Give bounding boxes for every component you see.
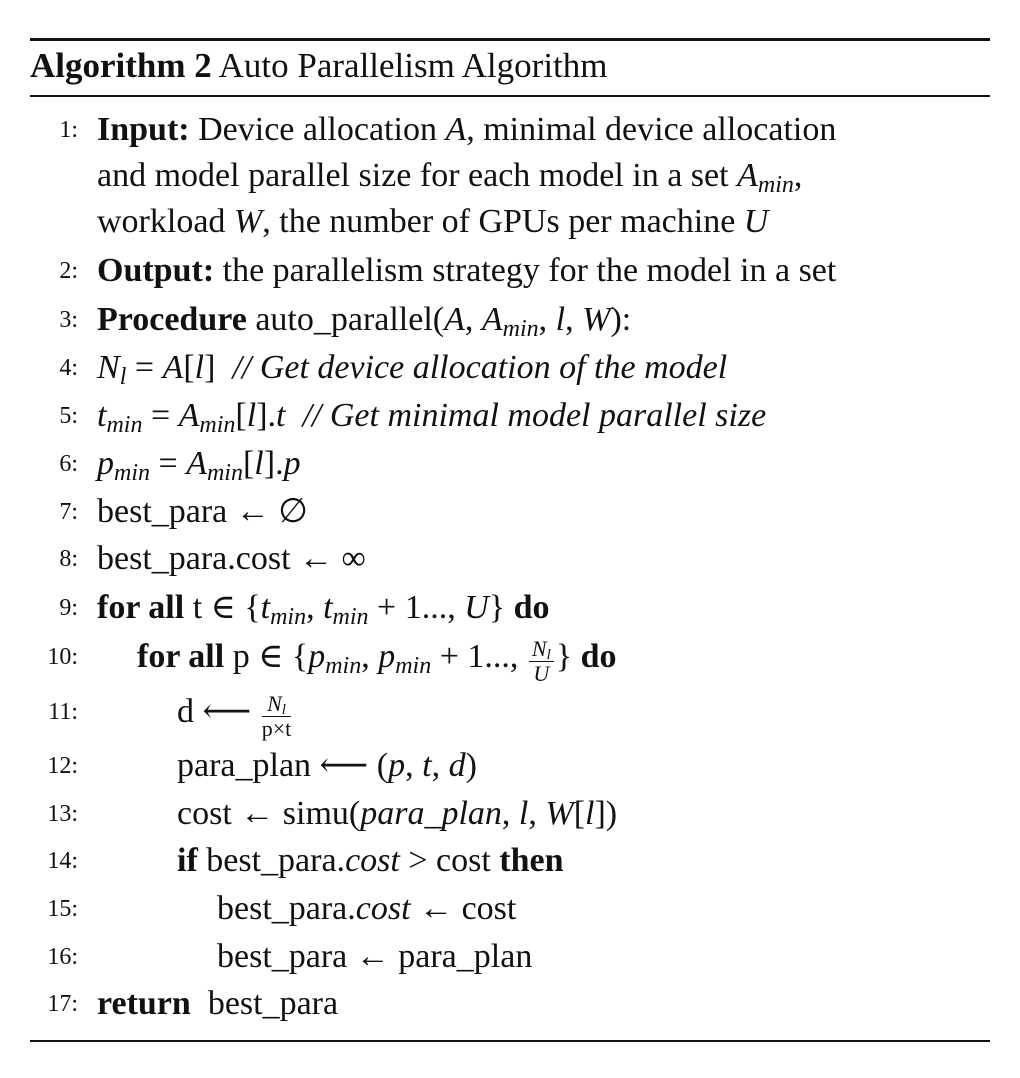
algorithm-line-1-cont-a [0,152,1020,200]
algorithm-line-15 [0,885,1020,933]
line-text: $N_l = A[l]$ // Get device allocation of the model [97,349,728,390]
algorithm-line-4 [0,344,1020,392]
algorithm-caption [30,44,608,88]
line-text: d ⟵ $\frac{N_l}{p\times t}$ [177,691,292,741]
algorithm-line-14 [0,837,1020,885]
line-number: 16: [47,944,78,970]
line-text: para_plan ⟵ (p, t, d) [177,747,477,784]
line-number: 7: [59,499,78,525]
fraction: $\frac{N_l}{U}$ [529,638,554,685]
algorithm-line-6 [0,440,1020,488]
line-number: 3: [59,307,78,333]
algorithm-line-10 [0,633,1020,686]
algorithm-line-13 [0,790,1020,838]
algorithm-line-1 [0,106,1020,154]
line-text: and model parallel size for each model in a set $A_{min}$, [97,157,803,198]
line-text: cost ← simu(para_plan, l, W[l]) [177,795,618,832]
algorithm-line-5 [0,392,1020,440]
line-number: 9: [59,595,78,621]
line-text: Output: the parallelism strategy for the model in a set [97,252,837,289]
caption-label: Algorithm 2 [30,46,212,85]
line-text: $p_{min} = A_{min}[l].p$ [97,445,301,486]
algorithm-line-17 [0,980,1020,1028]
line-number: 10: [47,644,78,670]
algorithm-line-9 [0,584,1020,632]
line-number: 11: [48,699,78,725]
fraction: $\frac{N_l}{p\times t}$ [261,691,292,741]
line-number: 15: [47,896,78,922]
line-text: for all p ∈ {$p_{min}$, $p_{min} + 1$..., $\frac{N_l}{U}$ } do [137,636,617,686]
line-text: best_para.cost ← ∞ [97,540,366,577]
algorithm-line-8 [0,535,1020,583]
line-number: 12: [47,753,78,779]
line-number: 14: [47,848,78,874]
line-text: $t_{min} = A_{min}[l].t$ // Get minimal model parallel size [97,397,767,438]
algorithm-line-2 [0,247,1020,295]
bottom-rule [30,1040,990,1042]
line-text: Procedure auto_parallel(A, $A_{min}$, l, W): [97,301,632,342]
line-number: 1: [59,117,78,143]
line-text: best_para ← para_plan [217,938,533,975]
line-number: 5: [59,403,78,429]
line-text: return best_para [97,985,339,1022]
line-number: 13: [47,801,78,827]
algorithm-line-7 [0,488,1020,536]
line-text: Input: Device allocation A, minimal device allocation [97,111,837,148]
algorithm-line-11 [0,688,1020,741]
line-text: best_para.cost ← cost [217,890,517,927]
line-text: workload W, the number of GPUs per machine U [97,203,769,240]
line-number: 6: [59,451,78,477]
top-rule [30,38,990,41]
algorithm-line-16 [0,933,1020,981]
line-number: 4: [59,355,78,381]
line-number: 2: [59,258,78,284]
algorithm-line-1-cont-b [0,198,1020,246]
line-text: for all t ∈ {$t_{min}$, $t_{min} + 1$..., U} do [97,589,550,630]
algorithm-line-3 [0,296,1020,344]
caption-rule [30,95,990,97]
algorithm-line-12 [0,742,1020,790]
line-text: best_para ← ∅ [97,493,308,530]
caption-title: Auto Parallelism Algorithm [218,46,608,85]
line-text: if best_para.cost > cost then [177,842,564,879]
line-number: 8: [59,546,78,572]
line-number: 17: [47,991,78,1017]
